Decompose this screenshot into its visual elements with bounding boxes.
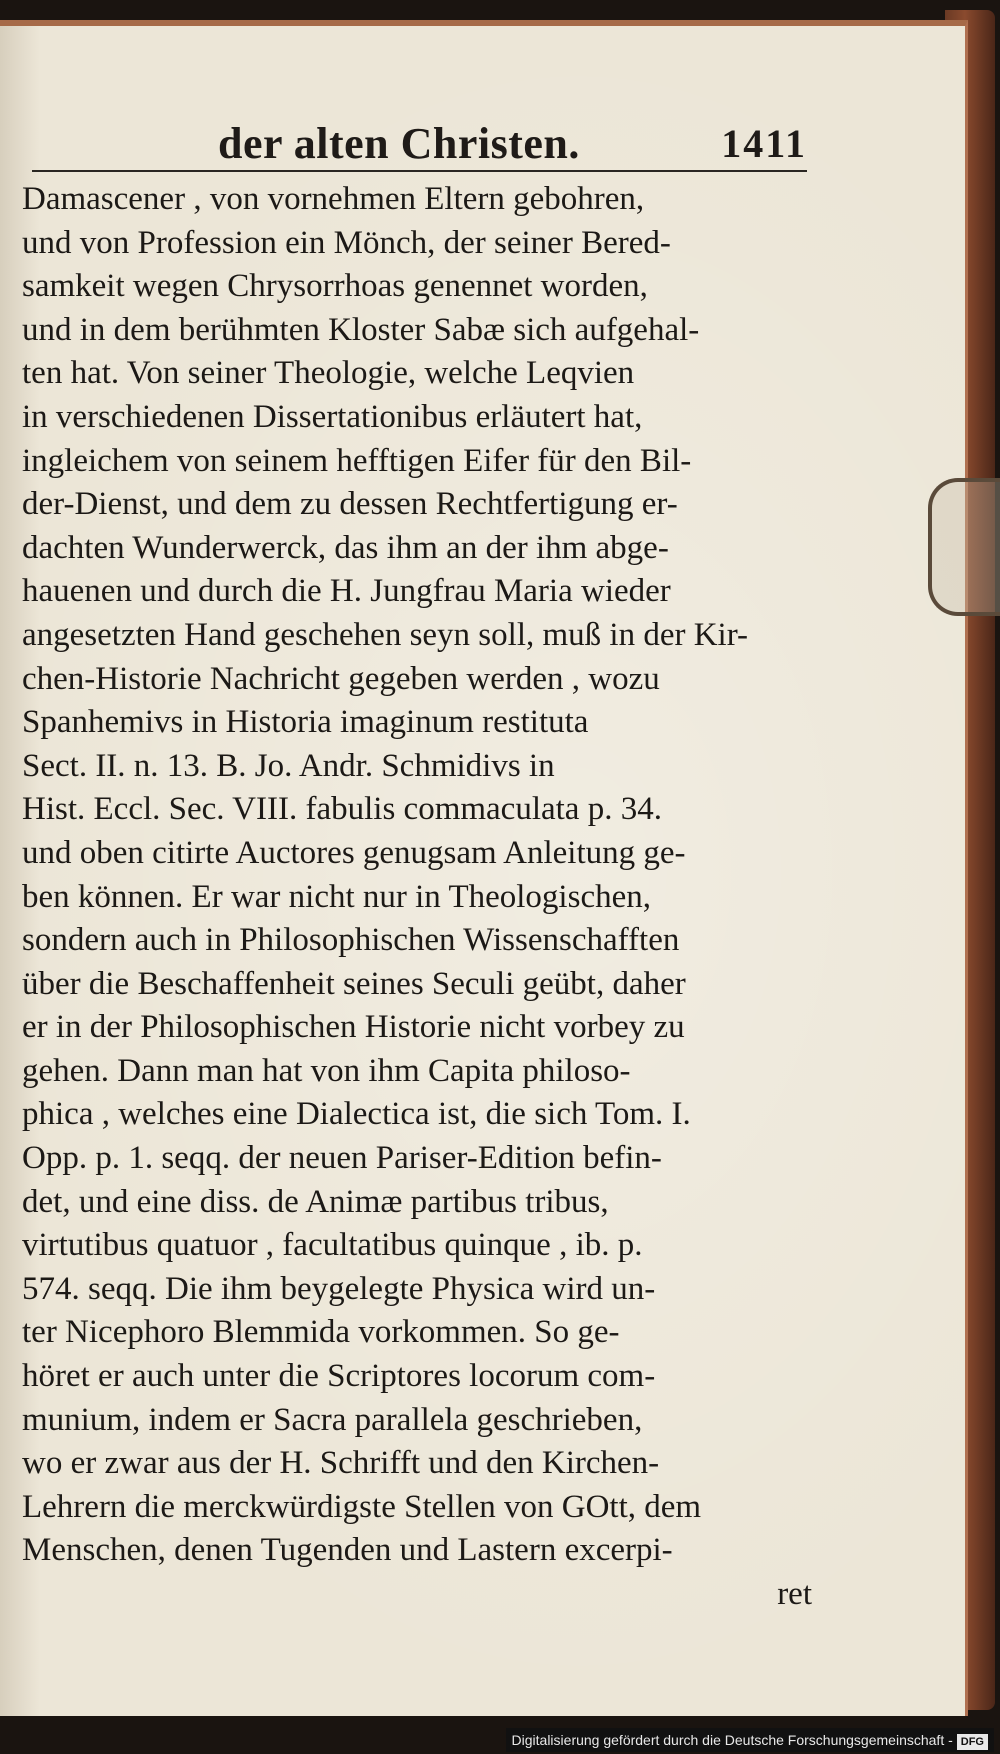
running-head (32, 114, 807, 172)
text-line: ter Nicephoro Blemmida vorkommen. So ge- (22, 1314, 620, 1351)
text-line: er in der Philosophischen Historie nicht vorbey zu (22, 1009, 685, 1046)
running-title: der alten Christen. (218, 119, 580, 168)
text-line: Hist. Eccl. Sec. VIII. fabulis commaculata p. 34. (22, 791, 662, 828)
text-line: ten hat. Von seiner Theologie, welche Leqvien (22, 355, 635, 392)
body-text (22, 178, 812, 1617)
text-line: ben können. Er war nicht nur in Theologischen, (22, 878, 651, 915)
text-line: der-Dienst, und dem zu dessen Rechtfertigung er- (22, 486, 678, 523)
text-line: gehen. Dann man hat von ihm Capita philoso- (22, 1052, 631, 1089)
text-line: und oben citirte Auctores genugsam Anleitung ge- (22, 834, 686, 871)
text-line: virtutibus quatuor , facultatibus quinque , ib. p. (22, 1227, 643, 1264)
text-line: und von Profession ein Mönch, der seiner Bered- (22, 224, 671, 261)
text-line: chen-Historie Nachricht gegeben werden , wozu (22, 660, 660, 697)
text-line: Menschen, denen Tugenden und Lastern excerpi- (22, 1532, 673, 1569)
page-number: 1411 (721, 121, 807, 166)
text-line: munium, indem er Sacra parallela geschrieben, (22, 1401, 643, 1438)
text-line: angesetzten Hand geschehen seyn soll, muß in der Kir- (22, 616, 749, 653)
text-line: Damascener , von vornehmen Eltern gebohren, (22, 181, 645, 217)
text-line: Opp. p. 1. seqq. der neuen Pariser-Edition befin- (22, 1140, 662, 1177)
book-clasp (928, 478, 1000, 616)
text-line: 574. seqq. Die ihm beygelegte Physica wird un- (22, 1270, 656, 1307)
book-page (0, 20, 968, 1716)
text-line: dachten Wunderwerck, das ihm an der ihm abge- (22, 529, 669, 566)
text-line: in verschiedenen Dissertationibus erläutert hat, (22, 398, 643, 435)
text-line: sondern auch in Philosophischen Wissenschafften (22, 922, 680, 959)
text-line: höret er auch unter die Scriptores locorum com- (22, 1358, 656, 1395)
text-line: Sect. II. n. 13. B. Jo. Andr. Schmidivs in (22, 747, 555, 784)
text-line: samkeit wegen Chrysorrhoas genennet worden, (22, 268, 648, 305)
footer-credit (506, 1728, 994, 1752)
text-line: Lehrern die merckwürdigste Stellen von GOtt, dem (22, 1488, 702, 1525)
text-line: wo er zwar aus der H. Schrifft und den Kirchen- (22, 1445, 660, 1482)
text-line: det, und eine diss. de Animæ partibus tribus, (22, 1183, 609, 1220)
text-line: über die Beschaffenheit seines Seculi geübt, daher (22, 965, 686, 1002)
text-line: hauenen und durch die H. Jungfrau Maria wieder (22, 573, 671, 610)
text-line: Spanhemivs in Historia imaginum restituta (22, 704, 589, 741)
dfg-logo-icon: DFG (957, 1734, 988, 1750)
footer-credit-text: Digitalisierung gefördert durch die Deutsche Forschungsgemeinschaft - (511, 1732, 953, 1748)
text-line: und in dem berühmten Kloster Sabæ sich aufgehal- (22, 311, 700, 348)
text-line: ingleichem von seinem hefftigen Eifer für den Bil- (22, 442, 692, 479)
catchword: ret (777, 1576, 812, 1612)
text-line: phica , welches eine Dialectica ist, die sich Tom. I. (22, 1096, 691, 1133)
